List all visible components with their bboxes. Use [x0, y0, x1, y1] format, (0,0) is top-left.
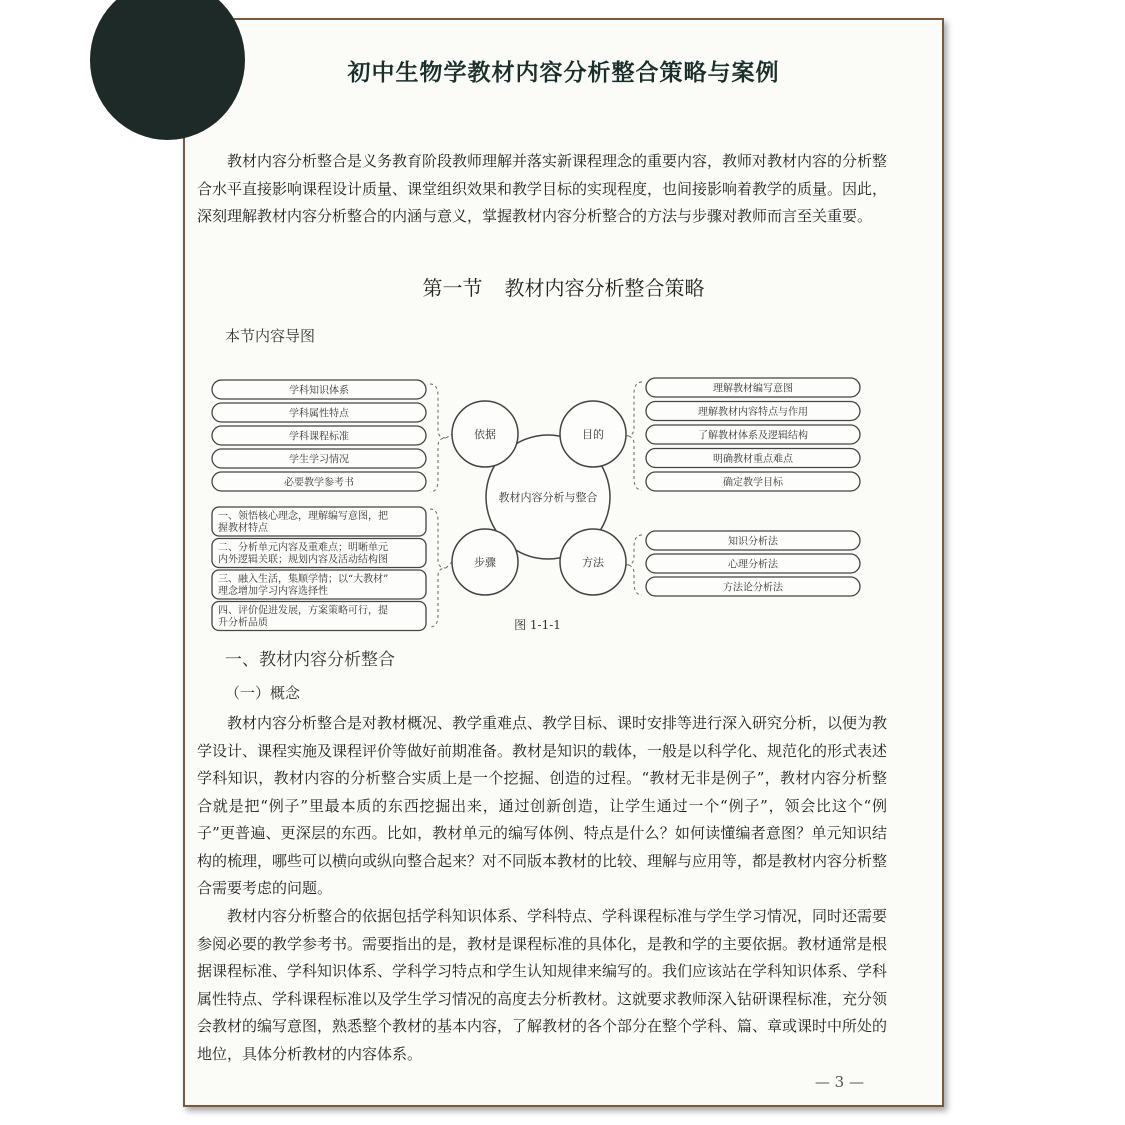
steps-node-label: 步骤: [474, 556, 496, 569]
step-item-line: 二、分析单元内容及重难点；明晰单元: [218, 542, 388, 554]
heading-level-2: （一）概念: [225, 684, 301, 702]
figure-caption: 图 1-1-1: [514, 618, 561, 632]
brace-connector: [430, 384, 446, 492]
step-item-line: 握教材特点: [218, 523, 268, 534]
page-title: 初中生物学教材内容分析整合策略与案例: [347, 60, 780, 86]
brace-connector: [626, 382, 642, 490]
step-item-line: 理念增加学习内容选择性: [218, 586, 328, 597]
method-item-label: 方法论分析法: [723, 582, 783, 594]
center-node-label: 教材内容分析与整合: [498, 491, 598, 504]
method-item-label: 心理分析法: [728, 559, 778, 571]
step-item-line: 四、评价促进发展，方案策略可行，提: [218, 605, 388, 617]
step-item-line: 内外逻辑关联；规划内容及活动结构图: [218, 554, 388, 566]
page-number: — 3 —: [814, 1073, 864, 1091]
section-heading: [185, 272, 942, 301]
purpose-item-label: 确定教学目标: [723, 477, 783, 489]
purpose-item-label: 明确教材重点难点: [713, 454, 793, 465]
methods-node-label: 方法: [582, 556, 604, 569]
basis-item-label: 学科属性特点: [289, 408, 349, 420]
mind-map-label: 本节内容导图: [225, 327, 316, 345]
heading-level-1: 一、教材内容分析整合: [225, 650, 395, 670]
basis-item-label: 必要教学参考书: [284, 477, 354, 489]
basis-node-label: 依据: [474, 428, 496, 441]
step-item-line: 一、领悟核心理念，理解编写意图，把: [218, 511, 388, 522]
body-paragraph-1: 教材内容分析整合是对教材概况、教学重难点、教学目标、课时安排等进行深入研究分析，以便为教学设计、课程实施及课程评价等做好前期准备。教材是知识的载体，一般是以科学化、规范化的形式表述学科知识，教材内容的分析整合实质上是一个挖掘、创造的过程。“教材无非是例子”，教材内容分析整合就是把“例子”里最本质的东西挖掘出来，通过创新创造，让学生通过一个“例子”，领会比这个“例子”更普遍、更深层的东西。比如，教材单元的编写体例、特点是什么？如何读懂编者意图？单元知识结构的梳理，哪些可以横向或纵向整合起来？对不同版本教材的比较、理解与应用等，都是教材内容分析整合需要考虑的问题。: [197, 714, 888, 897]
purpose-node-label: 目的: [582, 428, 604, 441]
step-item-line: 三、融入生活，集顺学情；以“大教材”: [218, 574, 389, 585]
intro-paragraph: 教材内容分析整合是义务教育阶段教师理解并落实新课程理念的重要内容，教师对教材内容的分析整合水平直接影响课程设计质量、课堂组织效果和教学目标的实现程度，也间接影响着教学的质量。因此，深刻理解教材内容分析整合的内涵与意义，掌握教材内容分析整合的方法与步骤对教师而言至关重要。: [197, 152, 888, 225]
purpose-item-label: 理解教材编写意图: [713, 383, 793, 395]
purpose-item-label: 了解教材体系及逻辑结构: [698, 430, 808, 442]
section-number: 第一节: [422, 276, 483, 300]
book-page: [183, 18, 944, 1107]
method-item-label: 知识分析法: [728, 536, 778, 548]
basis-item-label: 学科知识体系: [289, 385, 349, 397]
dashed-connector: [446, 434, 452, 438]
dashed-connector: [446, 562, 452, 568]
brace-connector: [626, 535, 642, 595]
basis-item-label: 学科课程标准: [289, 431, 349, 443]
step-item-line: 升分析品质: [218, 617, 268, 629]
basis-item-label: 学生学习情况: [289, 454, 349, 466]
body-paragraph-2: 教材内容分析整合的依据包括学科知识体系、学科特点、学科课程标准与学生学习情况，同时还需要参阅必要的教学参考书。需要指出的是，教材是课程标准的具体化，是教和学的主要依据。教材通常是根据课程标准、学科知识体系、学科学习特点和学生认知规律来编写的。我们应该站在学科知识体系、学科属性特点、学科课程标准以及学生学习情况的高度去分析教材。这就要求教师深入钻研课程标准，充分领会教材的编写意图，熟悉整个教材的基本内容，了解教材的各个部分在整个学科、篇、章或课时中所处的地位，具体分析教材的内容体系。: [197, 907, 888, 1063]
purpose-item-label: 理解教材内容特点与作用: [698, 407, 808, 418]
brace-connector: [430, 509, 446, 627]
section-name: 教材内容分析整合策略: [504, 276, 705, 300]
